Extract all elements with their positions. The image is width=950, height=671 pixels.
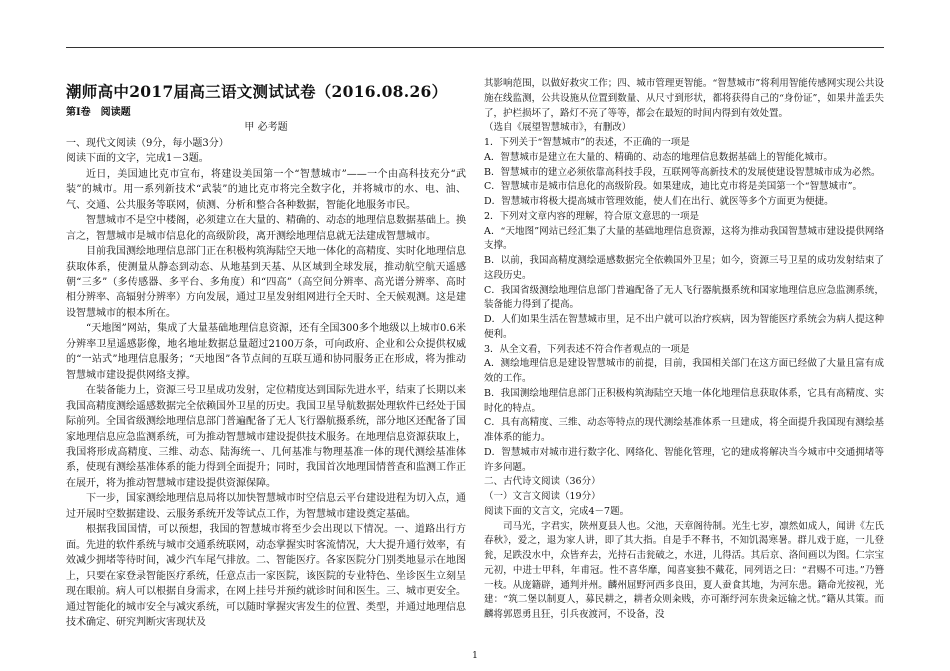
option: C．具有高精度、三维、动态等特点的现代测绘基准体系一旦建成，将全面提升我国现有测绘基准体系的能力。 (484, 417, 884, 443)
section-heading: 第Ⅰ卷 阅读题 (66, 107, 131, 118)
classical-passage: 司马光，字君实，陕州夏县人也。父池，天章阁待制。光生七岁，凛然如成人，闻讲《左氏春秋》，爱之，退为家人讲，即了其大指。自是手不释书，不知饥渴寒暑。群儿戏于庭，一儿登瓮，足跌没水中，众皆弃去，光持石击瓮破之，水迸，儿得活。其后京、洛间画以为图。仁宗宝元初，中进士甲科，年甫冠。性不喜华靡，闻喜宴独不戴花，同列语之曰：“君赐不可违。”乃簪一枝。从庞籍辟，通判并州。麟州屈野河西多良田，夏人蚕食其地，为河东患。籍命光按视，光建：“筑二堡以制夏人，募民耕之，耕者众则籴贱，亦可渐纾河东贵籴远输之忧。”籍从其策。而麟将郭恩勇且狂，引兵夜渡河，不设备，没 (484, 520, 884, 620)
right-column (484, 77, 884, 623)
section-heading: 二、古代诗文阅读（36分） (484, 476, 601, 488)
option: D．智慧城市对城市进行数字化、网络化、智能化管理，它的建成将解决当今城市中交通拥堵等许多问题。 (484, 446, 884, 473)
exam-title: 潮师高中2017届高三语文测试试卷（2016.08.26） (66, 82, 448, 101)
subsection-heading: （一）文言文阅读（19分） (484, 491, 601, 502)
option: A．智慧城市是建立在大量的、精确的、动态的地理信息数据基础上的智能化城市。 (484, 151, 833, 163)
option: A．“天地图”网站已经汇集了大量的基础地理信息资源，这将为推动我国智慧城市建设提供网络支撑。 (484, 225, 884, 252)
question: 3．从全文看，下列表述不符合作者观点的一项是 (484, 343, 690, 355)
option: B．智慧城市的建立必须依靠高科技手段，互联网等高新技术的发展使建设智慧城市成为必然。 (484, 166, 881, 178)
question: 2．下列对文章内容的理解，符合原文意思的一项是 (484, 210, 700, 222)
paragraph: 其影响范围，以做好救灾工作；四、城市管理更智能。“智慧城市”将利用智能传感网实现公共设施在线监测，公共设施从位置到数量、从尺寸到形状，都将获得自己的“身份证”，如果井盖丢失了，护栏损坏了，路灯不亮了等等，都会在最短的时间内得到有效处置。 (484, 78, 884, 119)
paragraph: 根据我国国情，可以预想，我国的智慧城市将至少会出现以下情况。一、道路出行方面。先进的软件系统与城市交通系统联网，动态掌握实时客流情况，大大提升通行效率，有效减少拥堵等待时间，减少汽车尾气排放。二、智能医疗。各家医院分门别类地显示在地图上，只要在家登录智能医疗系统，任意点击一家医院，该医院的专业特色、坐诊医生立刻呈现在眼前。病人可以根据自身需求，在网上挂号并预约就诊时间和医生。三、城市更安全。通过智能化的城市安全与减灾系统，可以随时掌握灾害发生的位置、类型，并通过地理信息技术确定、研究判断灾害现状及 (66, 524, 466, 628)
option: B．以前，我国高精度测绘遥感数据完全依赖国外卫星；如今，资源三号卫星的成功发射结束了这段历史。 (484, 255, 884, 281)
question-heading: 一、现代文阅读（9分，每小题3分） (66, 137, 229, 149)
paragraph: “天地图”网站，集成了大量基础地理信息资源，还有全国300多个地级以上城市0.6米分辨率卫星遥感影像，地名地址数据总量超过2100万条，可向政府、企业和公众提供权威的“一站式”地理信息服务；“天地图”各节点间的互联互通和协同服务正在形成，将为推动智慧城市建设提供网络支撑。 (66, 323, 466, 381)
option: C．我国省级测绘地理信息部门普遍配备了无人飞行器航摄系统和国家地理信息应急监测系统，装备能力得到了提高。 (484, 284, 884, 311)
option: B．我国测绘地理信息部门正积极构筑海陆空天地一体化地理信息获取体系，它具有高精度、实时化的特点。 (484, 387, 884, 414)
paragraph: 智慧城市不是空中楼阁，必须建立在大量的、精确的、动态的地理信息数据基础上。换言之，智慧城市是城市信息化的高级阶段，离开测绘地理信息就无法建成智慧城市。 (66, 215, 466, 242)
option: D．人们如果生活在智慧城市里，足不出户就可以治疗疾病，因为智能医疗系统会为病人提这种便利。 (484, 314, 884, 340)
paragraph: 目前我国测绘地理信息部门正在积极构筑海陆空天地一体化的高精度、实时化地理信息获取体系，使测量从静态到动态、从地基到天基、从区域到全球发展，推动航空航天遥感朝“三多”（多传感器、多平台、多角度）和“四高”（高空间分辨率、高光谱分辨率、高时相分辨率、高辐射分辨率）方向发展，通过卫星发射组网进行全天时、全天候观测。这是建设智慧城市的根本所在。 (66, 246, 466, 319)
header-rule (66, 47, 884, 48)
left-column (66, 77, 466, 630)
source-note: （选自《展望智慧城市》，有删改） (484, 122, 632, 134)
subsection-heading: 甲 必考题 (244, 122, 288, 134)
question: 1．下列关于“智慧城市”的表述，不正确的一项是 (484, 137, 690, 148)
option: A．测绘地理信息是建设智慧城市的前提，目前，我国相关部门在这方面已经做了大量且富有成效的工作。 (484, 358, 884, 384)
option: C．智慧城市是城市信息化的高级阶段。如果建成，迪比克市将是美国第一个“智慧城市”。 (484, 181, 862, 193)
paragraph: 下一步，国家测绘地理信息局将以加快智慧城市时空信息云平台建设进程为切入点，通过开展时空数据建设、云服务系统开发等试点工作，为智慧城市建设奠定基础。 (66, 493, 466, 520)
page-number: 1 (472, 651, 478, 661)
paragraph: 近日，美国迪比克市宣布，将建设美国第一个“智慧城市”——一个由高科技充分“武装”的城市。用一系列新技术“武装”的迪比克市将完全数字化，并将城市的水、电、油、气、交通、公共服务等联网，侦测、分析和整合各种数据，智能化地服务市民。 (66, 168, 466, 211)
instruction: 阅读下面的文言文，完成4－7题。 (484, 505, 630, 517)
instruction: 阅读下面的文字，完成1－3题。 (66, 153, 209, 165)
option: D．智慧城市将极大提高城市管理效能，使人们在出行、就医等多个方面更为便捷。 (484, 196, 834, 207)
paragraph: 在装备能力上，资源三号卫星成功发射，定位精度达到国际先进水平，结束了长期以来我国高精度测绘遥感数据完全依赖国外卫星的历史。我国卫星导航数据处理软件已经处于国际前列。全国省级测绘地理信息部门普遍配备了无人飞行器航摄系统，部分地区还配备了国家地理信息应急监测系统，可为推动智慧城市建设提供技术服务。在地理信息资源获取上，我国将形成高精度、三维、动态、陆海统一、几何基准与物理基准一体的现代测绘基准体系，使现有测绘基准体系的能力得到全面提升；同时，我国首次地理国情普查和监测工作正在展开，将为推动智慧城市建设提供资源保障。 (66, 385, 466, 489)
